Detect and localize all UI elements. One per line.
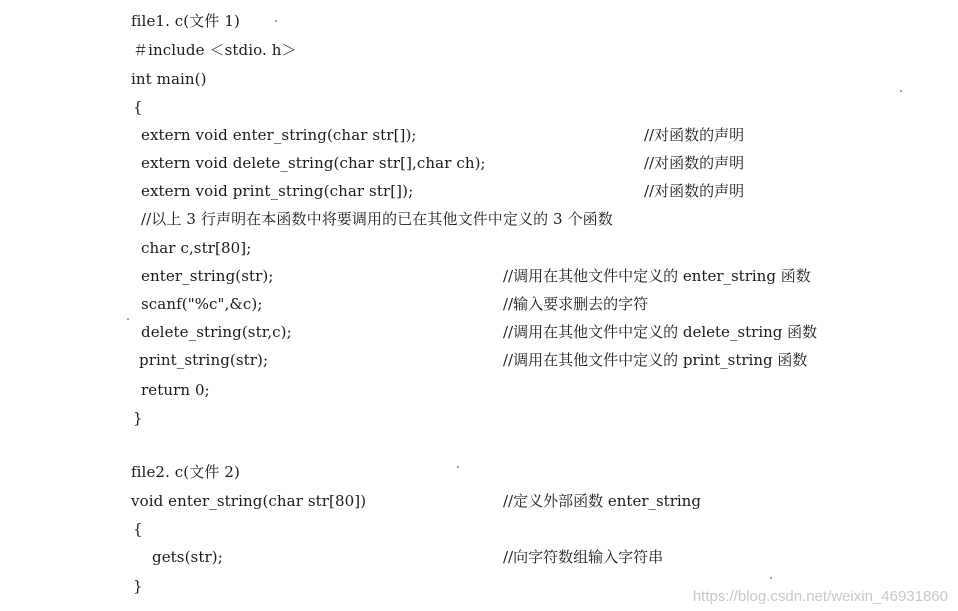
return-line: return 0; <box>141 381 210 399</box>
scan-speck <box>770 577 772 579</box>
call-print-string: print_string(str); <box>139 351 269 369</box>
file1-title: file1. c(文件 1) <box>131 12 240 30</box>
declaration-note: //以上 3 行声明在本函数中将要调用的已在其他文件中定义的 3 个函数 <box>141 210 613 228</box>
decl-print-string: extern void print_string(char str[]); <box>141 182 414 200</box>
enter-string-close-brace: } <box>133 577 143 595</box>
var-declaration: char c,str[80]; <box>141 239 252 257</box>
enter-string-signature-comment: //定义外部函数 enter_string <box>503 492 701 510</box>
decl-delete-string: extern void delete_string(char str[],char ch); <box>141 154 486 172</box>
call-delete-string-comment: //调用在其他文件中定义的 delete_string 函数 <box>503 323 818 341</box>
csdn-watermark: https://blog.csdn.net/weixin_46931860 <box>692 588 948 605</box>
scan-speck <box>457 466 459 468</box>
scan-speck <box>127 318 129 320</box>
scan-speck <box>900 90 902 92</box>
scan-speck <box>275 20 277 22</box>
decl-print-string-comment: //对函数的声明 <box>644 182 745 200</box>
gets-comment: //向字符数组输入字符串 <box>503 548 664 566</box>
decl-enter-string-comment: //对函数的声明 <box>644 126 745 144</box>
scanf-comment: //输入要求删去的字符 <box>503 295 649 313</box>
call-enter-string: enter_string(str); <box>141 267 274 285</box>
file2-title: file2. c(文件 2) <box>131 463 240 481</box>
main-signature: int main() <box>131 70 207 88</box>
include-line: ＃include ＜stdio. h＞ <box>133 41 297 59</box>
main-open-brace: { <box>133 98 143 116</box>
scanf-line: scanf("%c",&c); <box>141 295 263 313</box>
gets-line: gets(str); <box>152 548 223 566</box>
decl-delete-string-comment: //对函数的声明 <box>644 154 745 172</box>
decl-enter-string: extern void enter_string(char str[]); <box>141 126 417 144</box>
call-print-string-comment: //调用在其他文件中定义的 print_string 函数 <box>503 351 808 369</box>
enter-string-open-brace: { <box>133 520 143 538</box>
main-close-brace: } <box>133 409 143 427</box>
enter-string-signature: void enter_string(char str[80]) <box>131 492 367 510</box>
call-enter-string-comment: //调用在其他文件中定义的 enter_string 函数 <box>503 267 811 285</box>
call-delete-string: delete_string(str,c); <box>141 323 292 341</box>
